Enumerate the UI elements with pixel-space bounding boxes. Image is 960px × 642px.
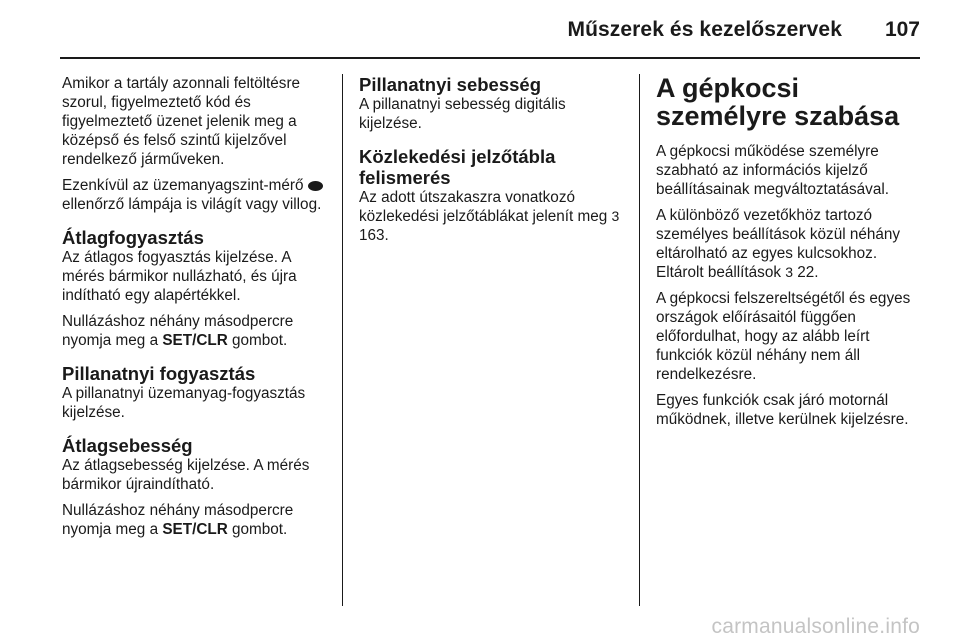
section-heading-inst-consumption: Pillanatnyi fogyasztás [62, 363, 256, 384]
paragraph: A különböző vezetőkhöz tartozó személyes beállítások közül néhány eltárolható az egyes kulcsokhoz. Eltárolt beállítások 3 22. [656, 207, 901, 281]
section-heading-avg-speed: Átlagsebesség [62, 435, 193, 456]
paragraph: A pillanatnyi sebesség digitális kijelzése. [359, 96, 566, 132]
paragraph: Egyes funkciók csak járó motornál működnek, illetve kerülnek kijelzésre. [656, 392, 909, 428]
page-reference-link[interactable]: 163. [359, 227, 389, 244]
section-heading-sign-recognition: Közlekedési jelzőtábla felismerés [359, 146, 556, 188]
page-number: 107 [884, 18, 920, 41]
section-heading-avg-consumption: Átlagfogyasztás [62, 227, 204, 248]
paragraph: A gépkocsi felszereltségétől és egyes országok előírásaitól függően előfordulhat, hogy az alább leírt funkciók közül néhány nem áll rendelkezésre. [656, 290, 911, 383]
page-reference-link[interactable]: 22. [797, 264, 819, 281]
page-header [0, 0, 960, 52]
column-divider-2 [639, 74, 640, 606]
page-reference-icon: 3 [611, 208, 620, 224]
column-1 [62, 74, 330, 546]
chapter-heading-personalisation: A gépkocsi személyre szabása [656, 73, 900, 131]
key-label: SET/CLR [162, 332, 228, 349]
paragraph: Az átlagsebesség kijelzése. A mérés bármikor újraindítható. [62, 457, 310, 493]
header-rule [60, 57, 920, 59]
page-reference-icon: 3 [785, 264, 794, 280]
key-label: SET/CLR [162, 521, 228, 538]
fuel-warning-lamp-icon [308, 181, 323, 191]
paragraph: A pillanatnyi üzemanyag-fogyasztás kijelzése. [62, 385, 306, 421]
paragraph: Ezenkívül az üzemanyagszint-mérő ellenőrző lámpája is világít vagy villog. [62, 177, 322, 213]
paragraph: Nullázáshoz néhány másodpercre nyomja meg a SET/CLR gombot. [62, 502, 294, 538]
page-title: Műszerek és kezelőszervek [567, 18, 842, 41]
watermark: carmanualsonline.info [711, 615, 920, 638]
paragraph: Amikor a tartály azonnali feltöltésre szorul, figyelmeztető kód és figyelmeztető üzenet jelenik meg a középső és felső szintű kijelzővel rendelkező járműveken. [62, 75, 301, 168]
column-divider-1 [342, 74, 343, 606]
paragraph: Nullázáshoz néhány másodpercre nyomja meg a SET/CLR gombot. [62, 313, 294, 349]
column-3 [656, 74, 924, 436]
section-heading-inst-speed: Pillanatnyi sebesség [359, 74, 542, 95]
paragraph: Az átlagos fogyasztás kijelzése. A mérés bármikor nullázható, és újra indítható egy alapértékkel. [62, 249, 297, 304]
paragraph: Az adott útszakaszra vonatkozó közlekedési jelzőtáblákat jelenít meg 3 163. [359, 189, 620, 244]
column-2 [359, 74, 629, 252]
paragraph: A gépkocsi működése személyre szabható az információs kijelző beállításainak megváltoztatásával. [656, 143, 889, 198]
